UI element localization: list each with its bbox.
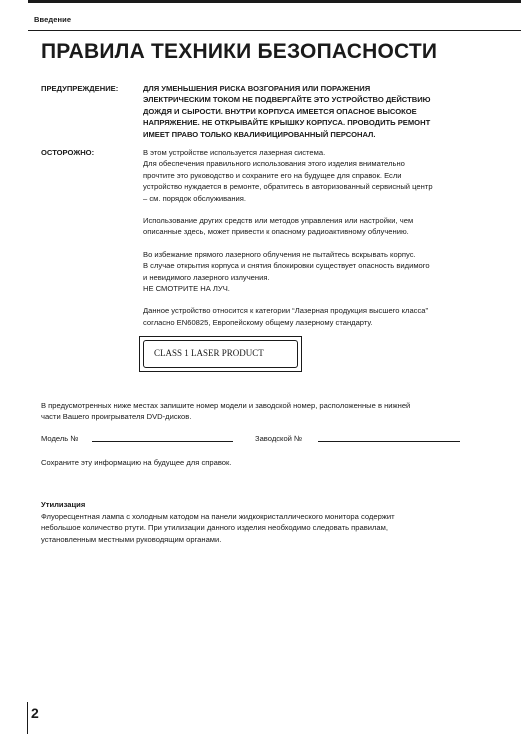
page-number: 2 <box>31 705 39 721</box>
caution-line: согласно EN60825, Европейскому общему лазерному стандарту. <box>143 317 373 327</box>
caution-line: Данное устройство относится к категории “Лазерная продукция высшего класса” <box>143 306 429 316</box>
disposal-line: Флуоресцентная лампа с холодным катодом на панели жидкокристаллического монитора содержит <box>41 512 395 521</box>
warning-label: ПРЕДУПРЕЖДЕНИЕ: <box>41 84 119 93</box>
record-note <box>41 400 493 423</box>
disposal-line: небольшое количество ртути. При утилизации данного изделия необходимо следовать правилам, <box>41 523 388 533</box>
warning-text <box>143 83 495 140</box>
record-note-line: В предусмотренных ниже местах запишите номер модели и заводской номер, расположенные в нижней <box>41 401 411 410</box>
laser-product-label <box>139 336 302 372</box>
caution-text <box>143 147 495 339</box>
caution-line: В случае открытия корпуса и снятия блокировки существует опасность видимого <box>143 261 430 271</box>
caution-paragraph <box>143 249 495 295</box>
model-number-line[interactable] <box>92 441 233 442</box>
caution-paragraph <box>143 305 495 328</box>
caution-line: описанные здесь, может привести к опасному радиоактивному облучению. <box>143 227 409 237</box>
caution-line: НЕ СМОТРИТЕ НА ЛУЧ. <box>143 284 230 294</box>
disposal-line: установленным местными руководящим органами. <box>41 534 222 544</box>
laser-product-label-text: CLASS 1 LASER PRODUCT <box>143 340 298 368</box>
serial-number-line[interactable] <box>318 441 460 442</box>
serial-number-label: Заводской № <box>255 434 303 443</box>
disposal-title: Утилизация <box>41 500 86 509</box>
section-label: Введение <box>34 15 72 24</box>
page-title: ПРАВИЛА ТЕХНИКИ БЕЗОПАСНОСТИ <box>41 40 438 63</box>
record-note-line: части Вашего проигрывателя DVD-дисков. <box>41 412 192 422</box>
caution-label: ОСТОРОЖНО: <box>41 148 95 157</box>
warning-line: ИМЕЕТ ПРАВО ТОЛЬКО КВАЛИФИЦИРОВАННЫЙ ПЕРСОНАЛ. <box>143 129 376 139</box>
warning-line: НАПРЯЖЕНИЕ. НЕ ОТКРЫВАЙТЕ КРЫШКУ КОРПУСА. ПРОВОДИТЬ РЕМОНТ <box>143 118 431 128</box>
warning-line: ДЛЯ УМЕНЬШЕНИЯ РИСКА ВОЗГОРАНИЯ ИЛИ ПОРАЖЕНИЯ <box>143 84 371 93</box>
caution-line: – см. порядок обслуживания. <box>143 193 246 203</box>
caution-line: В этом устройстве используется лазерная система. <box>143 148 326 157</box>
caution-line: и невидимого лазерного излучения. <box>143 272 270 282</box>
caution-line: Использование других средств или методов управления или настройки, чем <box>143 216 414 226</box>
caution-line: прочтите это руководство и сохраните его на будущее для справок. Если <box>143 170 402 180</box>
keep-note: Сохраните эту информацию на будущее для справок. <box>41 458 232 467</box>
caution-line: Во избежание прямого лазерного облучения не пытайтесь вскрывать корпус. <box>143 249 416 259</box>
caution-line: Для обеспечения правильного использования этого изделия внимательно <box>143 159 405 169</box>
caution-paragraph <box>143 147 495 204</box>
warning-line: ЭЛЕКТРИЧЕСКИМ ТОКОМ НЕ ПОДВЕРГАЙТЕ ЭТО УСТРОЙСТВО ДЕЙСТВИЮ <box>143 95 431 105</box>
model-number-label: Модель № <box>41 434 79 443</box>
header-bar <box>28 0 521 31</box>
warning-line: ДОЖДЯ И СЫРОСТИ. ВНУТРИ КОРПУСА ИМЕЕТСЯ ОПАСНОЕ ВЫСОКОЕ <box>143 106 417 116</box>
caution-line: устройство нуждается в ремонте, обратитесь в авторизованный сервисный центр <box>143 182 433 192</box>
caution-paragraph <box>143 215 495 238</box>
disposal-text <box>41 511 493 545</box>
page-number-rule <box>27 702 28 734</box>
